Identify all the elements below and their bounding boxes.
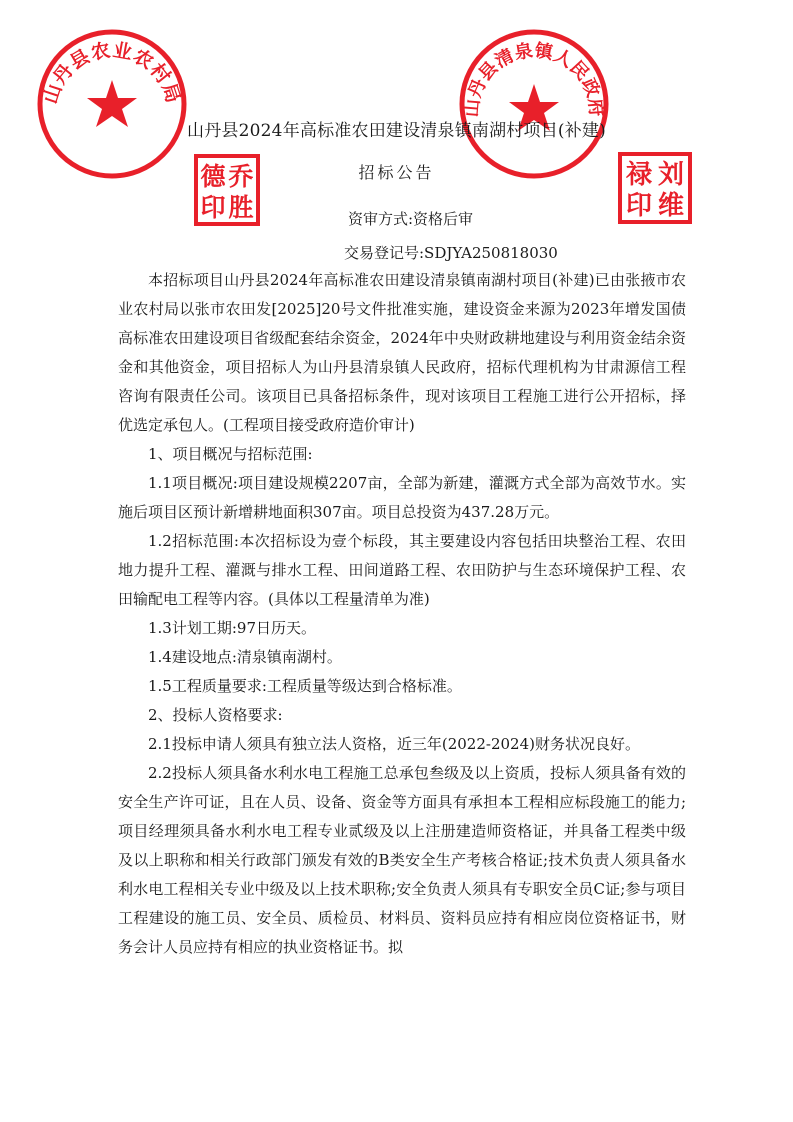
paragraph-1-4: 1.4建设地点:清泉镇南湖村。 [148, 648, 342, 666]
svg-text:维: 维 [657, 191, 685, 221]
paragraph-1-1: 1.1项目概况:项目建设规模2207亩，全部为新建，灌溉方式全部为高效节水。实施后项目区预计新增耕地面积307亩。项目总投资为437.28万元。 [118, 474, 686, 521]
svg-text:胜: 胜 [228, 193, 254, 222]
paragraph-2-1: 2.1投标申请人须具有独立法人资格，近三年(2022-2024)财务状况良好。 [148, 735, 640, 753]
section-heading-2: 2、投标人资格要求: [148, 706, 283, 724]
document-title: 山丹县2024年高标准农田建设清泉镇南湖村项目(补建) [187, 121, 606, 141]
document-body [118, 266, 686, 962]
svg-text:印: 印 [200, 193, 226, 222]
svg-text:德: 德 [200, 162, 226, 191]
svg-text:刘: 刘 [657, 160, 685, 190]
paragraph-intro: 本招标项目山丹县2024年高标准农田建设清泉镇南湖村项目(补建)已由张掖市农业农村局以张市农田发[2025]20号文件批准实施，建设资金来源为2023年增发国债高标准农田建设项目省级配套结余资金，2024年中央财政耕地建设与利用资金结余资金和其他资金，项目招标人为山丹县清泉镇人民政府，招标代理机构为甘肃源信工程咨询有限责任公司。该项目已具备招标条件，现对该项目工程施工进行公开招标，择优选定承包人。(工程项目接受政府造价审计) [118, 271, 686, 434]
paragraph-1-2: 1.2招标范围:本次招标设为壹个标段，其主要建设内容包括田块整治工程、农田地力提升工程、灌溉与排水工程、田间道路工程、农田防护与生态环境保护工程、农田输配电工程等内容。(具体以工程量清单为准) [118, 532, 686, 608]
registration-number: 交易登记号:SDJYA250818030 [344, 244, 558, 262]
right-round-seal-text: 山丹县清泉镇人民政府 [461, 40, 607, 118]
paragraph-2-2: 2.2投标人须具备水利水电工程施工总承包叁级及以上资质，投标人须具备有效的安全生产许可证，且在人员、设备、资金等方面具有承担本工程相应标段施工的能力;项目经理须具备水利水电工程专业贰级及以上注册建造师资格证，并具备工程类中级及以上职称和相关行政部门颁发有效的B类安全生产考核合格证;技术负责人须具备水利水电工程相关专业中级及以上技术职称;安全负责人须具有专职安全员C证;参与项目工程建设的施工员、安全员、质检员、材料员、资料员应持有相应岗位资格证书，财务会计人员应持有相应的执业资格证书。拟 [118, 764, 686, 956]
svg-text:禄: 禄 [625, 160, 653, 190]
section-heading-1: 1、项目概况与招标范围: [148, 445, 313, 463]
svg-text:乔: 乔 [228, 162, 254, 191]
qualification-method: 资审方式:资格后审 [348, 210, 474, 228]
svg-text:印: 印 [625, 191, 653, 221]
paragraph-1-3: 1.3计划工期:97日历天。 [148, 619, 316, 637]
right-round-seal [458, 28, 610, 180]
paragraph-1-5: 1.5工程质量要求:工程质量等级达到合格标准。 [148, 677, 462, 695]
document-subtitle: 招标公告 [358, 163, 435, 182]
left-round-seal-text: 山丹县农业农村局 [39, 39, 185, 107]
left-round-seal [36, 28, 188, 180]
